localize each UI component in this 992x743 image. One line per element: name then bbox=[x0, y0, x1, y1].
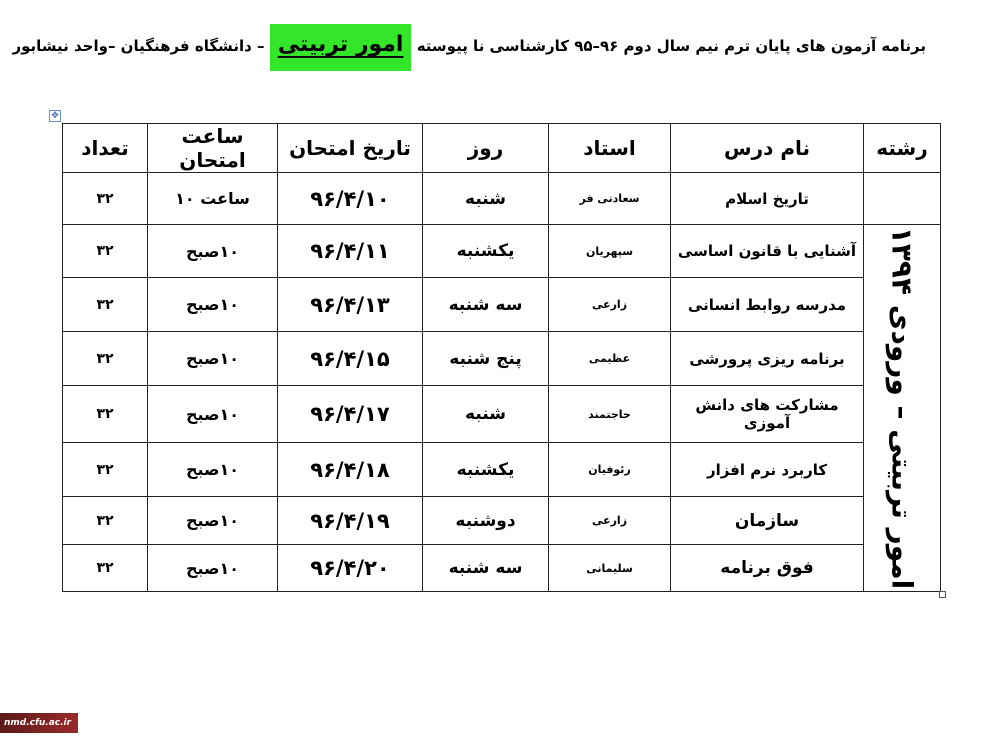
page-title bbox=[12, 16, 926, 74]
date-cell: ۹۶/۴/۱۰ bbox=[278, 173, 423, 225]
date-cell: ۹۶/۴/۱۳ bbox=[278, 278, 423, 332]
date-cell: ۹۶/۴/۱۱ bbox=[278, 225, 423, 278]
teacher-cell: حاجتمند bbox=[549, 386, 671, 443]
header-day: روز bbox=[423, 124, 549, 173]
table-row bbox=[63, 173, 941, 225]
course-cell: مدرسه روابط انسانی bbox=[671, 278, 864, 332]
course-cell: کاربرد نرم افزار bbox=[671, 443, 864, 497]
teacher-cell: رئوفیان bbox=[549, 443, 671, 497]
title-highlight: امور تربیتی bbox=[270, 24, 412, 71]
time-cell: ۱۰صبح bbox=[148, 443, 278, 497]
count-cell: ۳۲ bbox=[63, 173, 148, 225]
day-cell: شنبه bbox=[423, 173, 549, 225]
table-row bbox=[63, 386, 941, 443]
table-row bbox=[63, 443, 941, 497]
time-cell: ۱۰صبح bbox=[148, 386, 278, 443]
count-cell: ۳۲ bbox=[63, 545, 148, 592]
table-row bbox=[63, 225, 941, 278]
day-cell: سه شنبه bbox=[423, 278, 549, 332]
header-count: تعداد bbox=[63, 124, 148, 173]
header-date: تاریخ امتحان bbox=[278, 124, 423, 173]
time-cell: ۱۰صبح bbox=[148, 225, 278, 278]
table-row bbox=[63, 545, 941, 592]
date-cell: ۹۶/۴/۲۰ bbox=[278, 545, 423, 592]
count-cell: ۳۲ bbox=[63, 443, 148, 497]
header-teacher: استاد bbox=[549, 124, 671, 173]
course-cell: تاریخ اسلام bbox=[671, 173, 864, 225]
exam-schedule-table bbox=[62, 123, 941, 592]
course-cell: آشنایی با قانون اساسی bbox=[671, 225, 864, 278]
teacher-cell: سپهریان bbox=[549, 225, 671, 278]
date-cell: ۹۶/۴/۱۹ bbox=[278, 497, 423, 545]
field-group-label: امور تربیتی – ورودی ۱۳۹۴ bbox=[885, 226, 919, 590]
time-cell: ۱۰صبح bbox=[148, 497, 278, 545]
teacher-cell: سعادتی فر bbox=[549, 173, 671, 225]
time-cell: ۱۰صبح bbox=[148, 545, 278, 592]
course-cell: مشارکت های دانش آموزی bbox=[671, 386, 864, 443]
table-resize-handle[interactable] bbox=[939, 591, 946, 598]
count-cell: ۳۲ bbox=[63, 497, 148, 545]
time-cell: ساعت ۱۰ bbox=[148, 173, 278, 225]
title-text-before: برنامه آزمون های پایان ترم نیم سال دوم ۹۶–۹۵ کارشناسی نا پیوسته bbox=[416, 37, 926, 55]
day-cell: سه شنبه bbox=[423, 545, 549, 592]
day-cell: یکشنبه bbox=[423, 225, 549, 278]
teacher-cell: زارعی bbox=[549, 497, 671, 545]
site-logo: nmd.cfu.ac.ir bbox=[0, 713, 78, 733]
header-time: ساعت امتحان bbox=[148, 124, 278, 173]
field-group-cell bbox=[864, 225, 941, 592]
header-course: نام درس bbox=[671, 124, 864, 173]
count-cell: ۳۲ bbox=[63, 386, 148, 443]
count-cell: ۳۲ bbox=[63, 332, 148, 386]
count-cell: ۳۲ bbox=[63, 278, 148, 332]
course-cell: فوق برنامه bbox=[671, 545, 864, 592]
day-cell: پنج شنبه bbox=[423, 332, 549, 386]
time-cell: ۱۰صبح bbox=[148, 332, 278, 386]
table-row bbox=[63, 497, 941, 545]
teacher-cell: زارعی bbox=[549, 278, 671, 332]
date-cell: ۹۶/۴/۱۸ bbox=[278, 443, 423, 497]
course-cell: برنامه ریزی پرورشی bbox=[671, 332, 864, 386]
day-cell: شنبه bbox=[423, 386, 549, 443]
table-row bbox=[63, 278, 941, 332]
count-cell: ۳۲ bbox=[63, 225, 148, 278]
table-row bbox=[63, 332, 941, 386]
teacher-cell: عظیمی bbox=[549, 332, 671, 386]
time-cell: ۱۰صبح bbox=[148, 278, 278, 332]
course-cell: سازمان bbox=[671, 497, 864, 545]
day-cell: دوشنبه bbox=[423, 497, 549, 545]
header-field: رشته bbox=[864, 124, 941, 173]
table-header-row bbox=[63, 124, 941, 173]
title-text-after: – دانشگاه فرهنگیان –واحد نیشابور bbox=[12, 37, 265, 55]
teacher-cell: سلیمانی bbox=[549, 545, 671, 592]
day-cell: یکشنبه bbox=[423, 443, 549, 497]
date-cell: ۹۶/۴/۱۵ bbox=[278, 332, 423, 386]
table-move-handle-icon[interactable]: ✥ bbox=[49, 110, 61, 122]
field-cell-empty bbox=[864, 173, 941, 225]
date-cell: ۹۶/۴/۱۷ bbox=[278, 386, 423, 443]
